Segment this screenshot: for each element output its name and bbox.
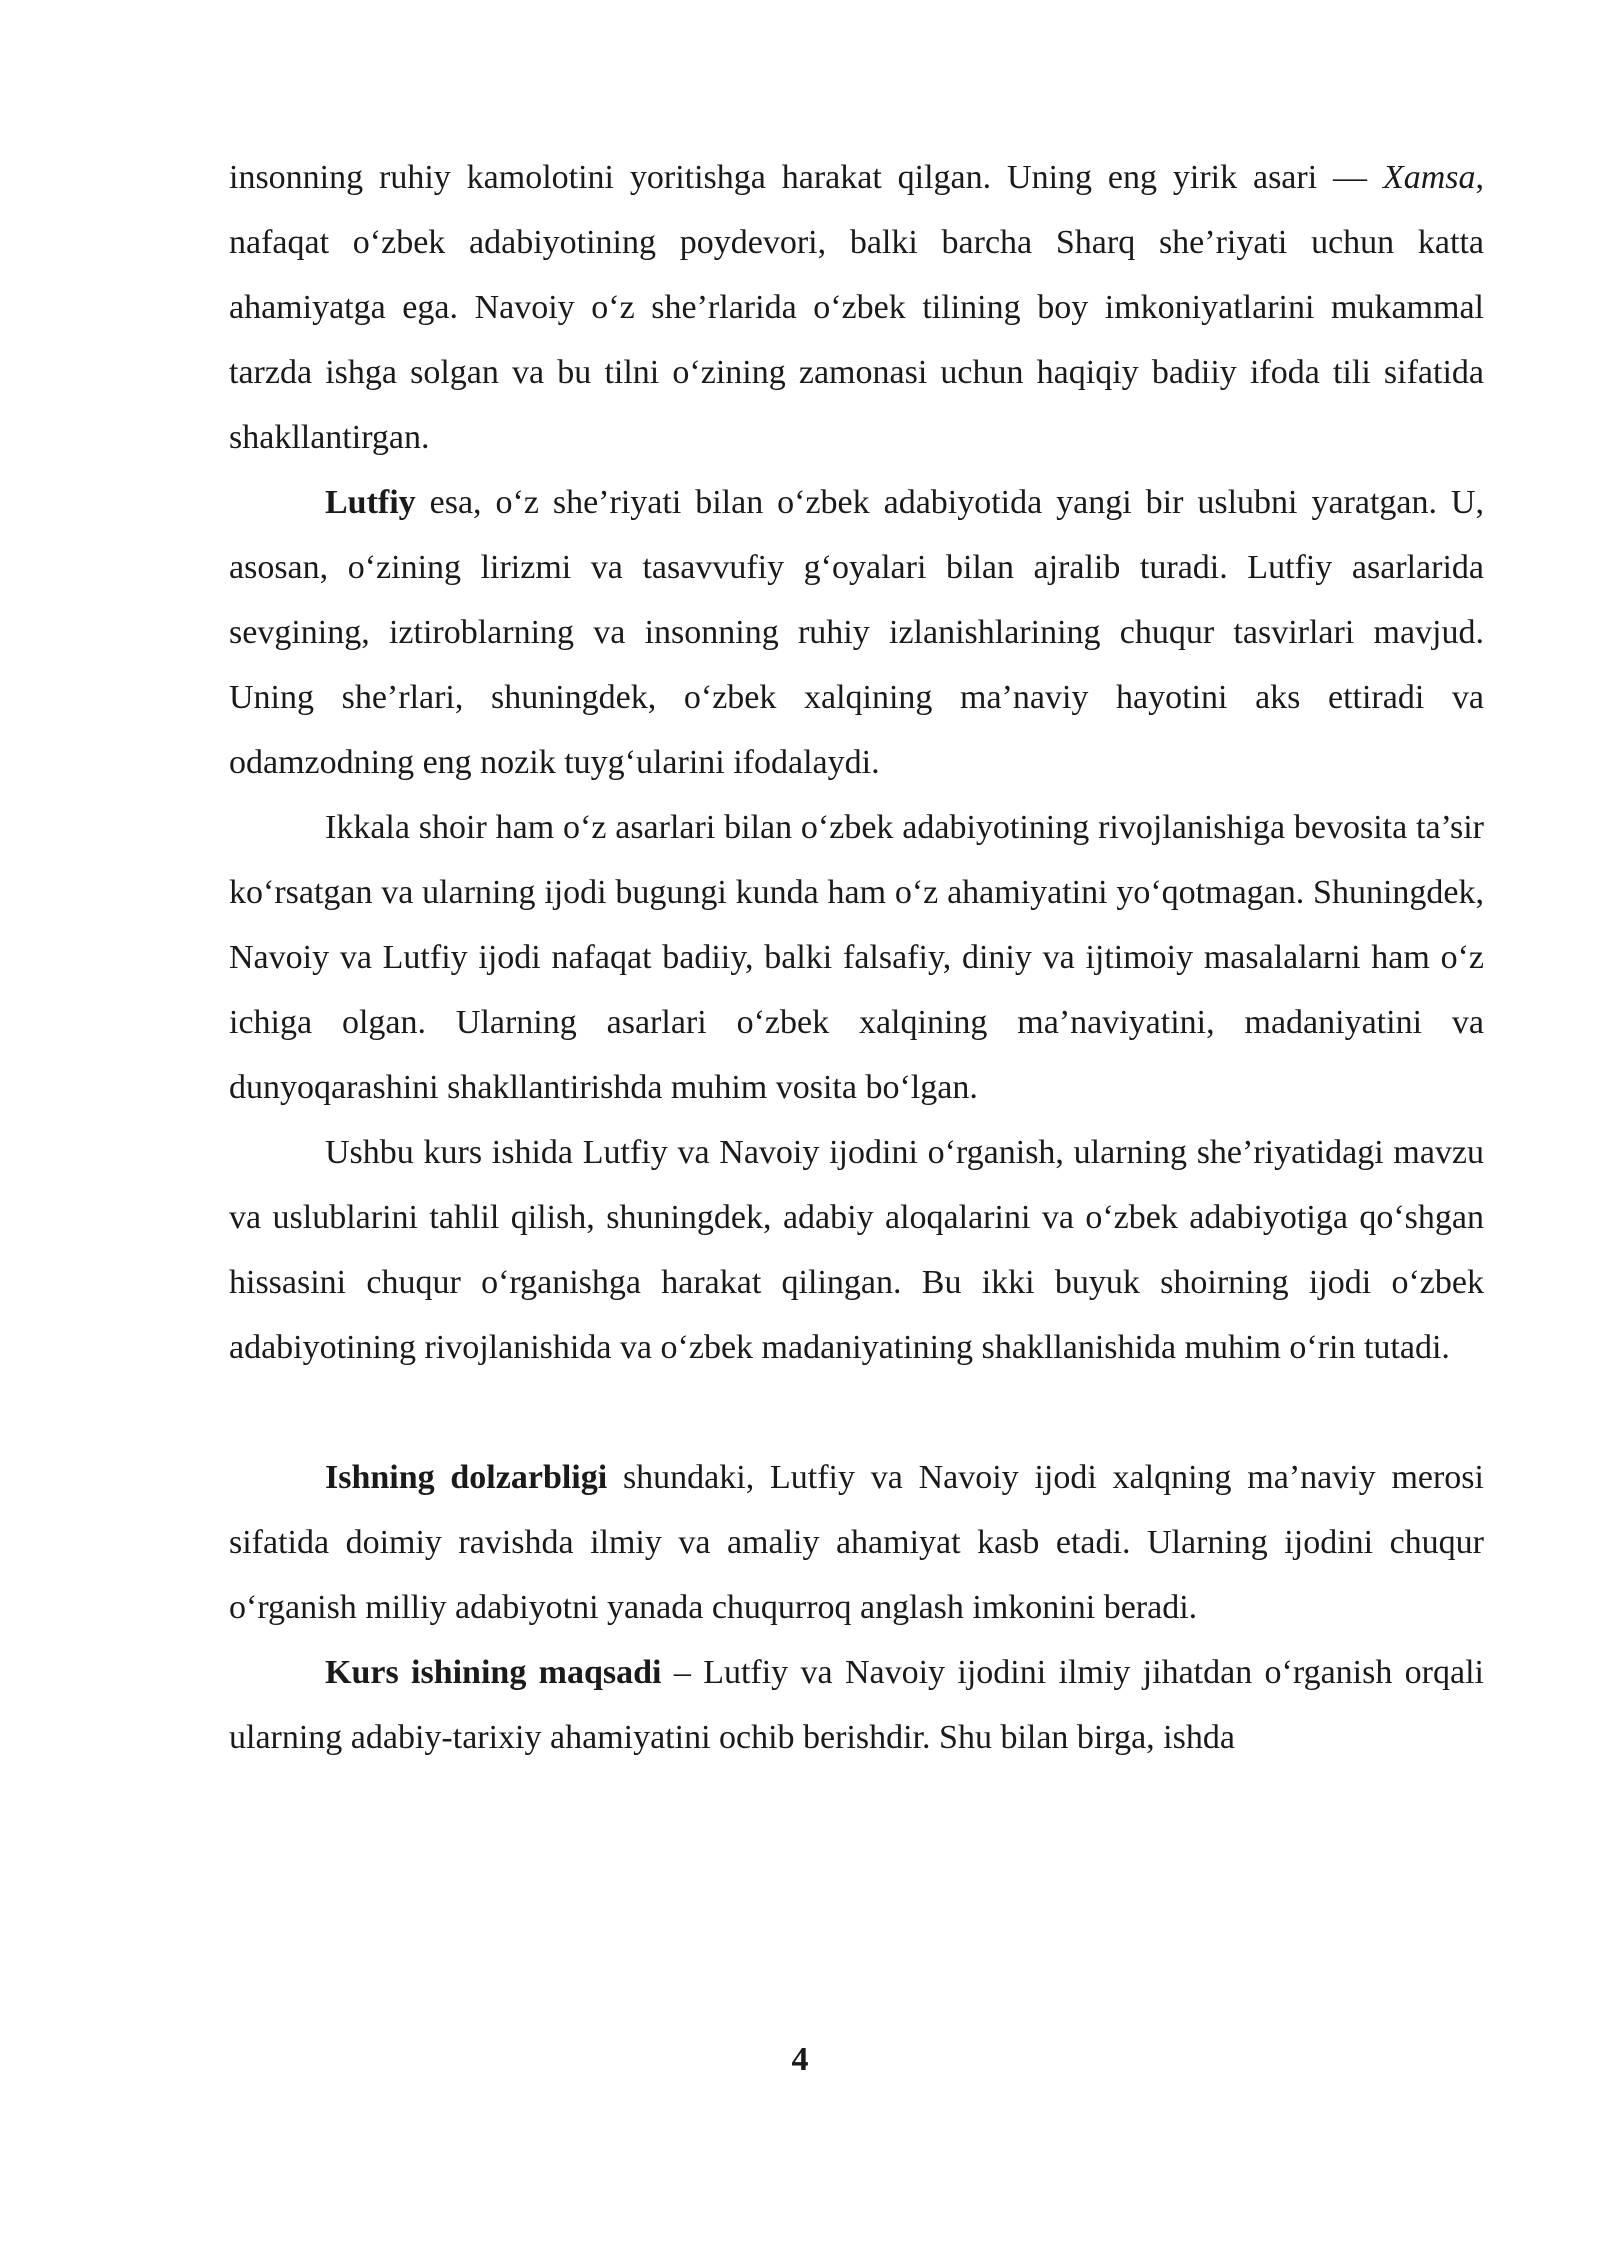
paragraph-text: insonning ruhiy kamolotini yoritishga harakat qilgan. Uning eng yirik asari —: [229, 159, 1383, 196]
paragraph-gap: [229, 1380, 1484, 1445]
paragraph-text: Ikkala shoir ham o‘z asarlari bilan o‘zbek adabiyotining rivojlanishiga bevosita ta’sir ko‘rsatgan va ularning ijodi bugungi kunda ham o‘z ahamiyatini yo‘qotmagan. Shuningdek, Navoiy va Lutfiy ijodi nafaqat badiiy, balki falsafiy, diniy va ijtimoiy masalalarni ham o‘z ichiga olgan. Ularning asarlari o‘zbek xalqining ma’naviyatini, madaniyatini va dunyoqarashini shakllantirishda muhim vosita bo‘lgan.: [229, 809, 1484, 1106]
paragraph-text: Ushbu kurs ishida Lutfiy va Navoiy ijodini o‘rganish, ularning she’riyatidagi mavzu va uslublarini tahlil qilish, shuningdek, adabiy aloqalarini va o‘zbek adabiyotiga qo‘shgan hissasini chuqur o‘rganishga harakat qilingan. Bu ikki buyuk shoirning ijodi o‘zbek adabiyotining rivojlanishida va o‘zbek madaniyatining shakllanishida muhim o‘rin tutadi.: [229, 1134, 1484, 1366]
paragraph-maqsad: [229, 1640, 1484, 1770]
paragraph-text: , nafaqat o‘zbek adabiyotining poydevori, balki barcha Sharq she’riyati uchun katta ahamiyatga ega. Navoiy o‘z she’rlarida o‘zbek tilining boy imkoniyatlarini mukammal tarzda ishga solgan va bu tilni o‘zining zamonasi uchun haqiqiy badiiy ifoda tili sifatida shakllantirgan.: [229, 159, 1484, 456]
bold-term-dolzarbligi: Ishning dolzarbligi: [325, 1459, 608, 1496]
paragraph-lutfiy: [229, 470, 1484, 795]
paragraph-navoiy-xamsa: [229, 145, 1484, 470]
page-body: [229, 145, 1484, 1770]
bold-term-maqsadi: Kurs ishining maqsadi: [325, 1654, 662, 1691]
paragraph-text: shundaki, Lutfiy va Navoiy ijodi xalqning ma’naviy merosi sifatida doimiy ravishda ilmiy va amaliy ahamiyat kasb etadi. Ularning ijodini chuqur o‘rganish milliy adabiyotni yanada chuqurroq anglash imkonini beradi.: [229, 1459, 1484, 1626]
italic-term-xamsa: Xamsa: [1382, 159, 1476, 196]
paragraph-text: esa, o‘z she’riyati bilan o‘zbek adabiyotida yangi bir uslubni yaratgan. U, asosan, o‘zining lirizmi va tasavvufiy g‘oyalari bilan ajralib turadi. Lutfiy asarlarida sevgining, iztiroblarning va insonning ruhiy izlanishlarining chuqur tasvirlari mavjud. Uning she’rlari, shuningdek, o‘zbek xalqining ma’naviy hayotini aks ettiradi va odamzodning eng nozik tuyg‘ularini ifodalaydi.: [229, 484, 1484, 781]
paragraph-dolzarblik: [229, 1445, 1484, 1640]
page-number: 4: [791, 2041, 809, 2078]
bold-term-lutfiy: Lutfiy: [325, 484, 416, 521]
paragraph-ikkala-shoir: [229, 795, 1484, 1120]
paragraph-kurs-ishi: [229, 1120, 1484, 1380]
paragraph-text: – Lutfiy va Navoiy ijodini ilmiy jihatdan o‘rganish orqali ularning adabiy-tarixiy ahamiyatini ochib berishdir. Shu bilan birga, ishda: [229, 1654, 1484, 1756]
